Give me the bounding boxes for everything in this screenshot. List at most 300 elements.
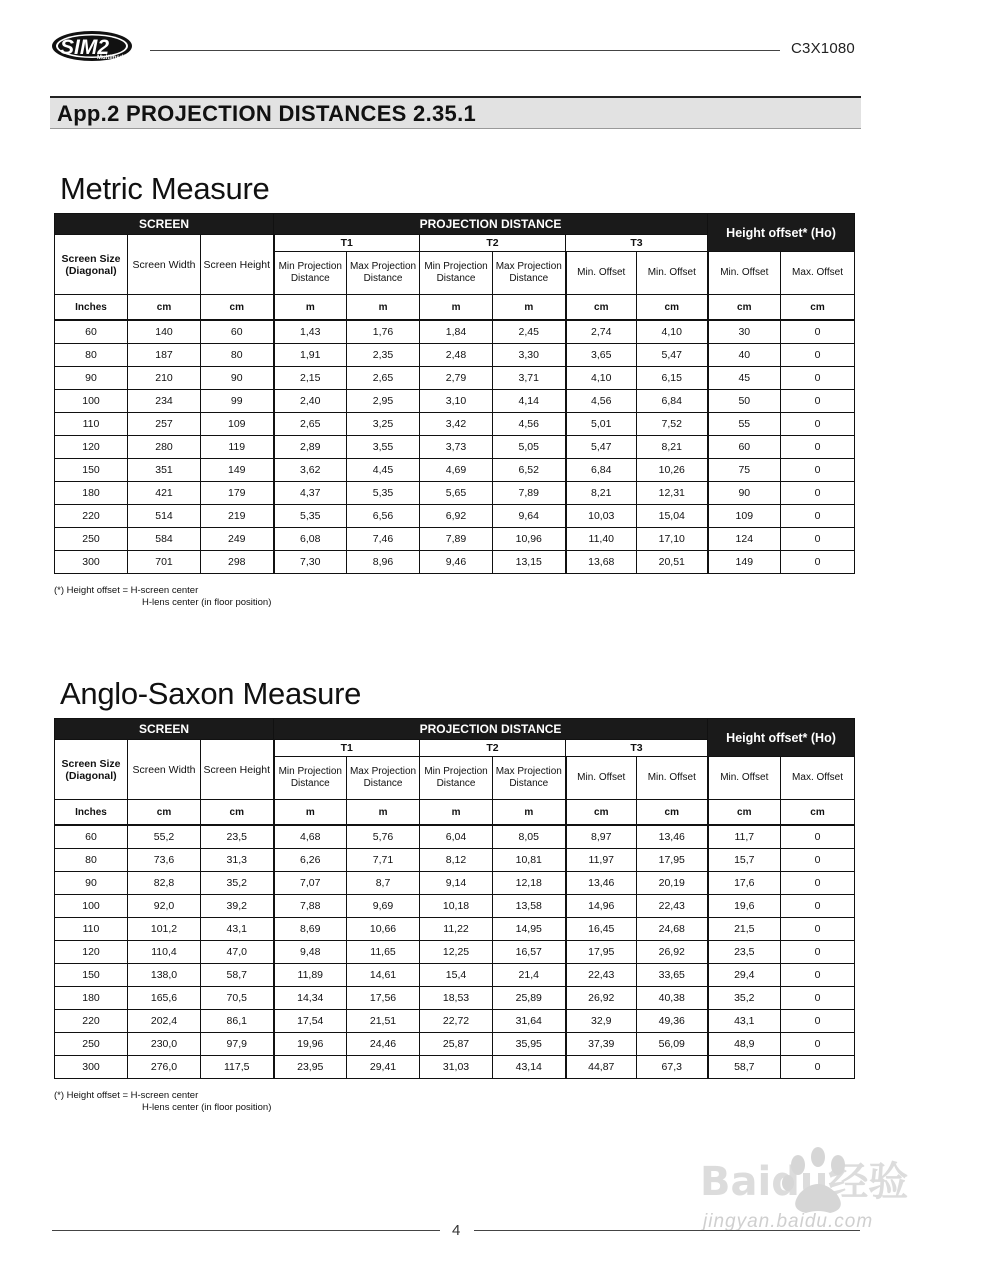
- unit-cell: cm: [637, 800, 708, 826]
- table-cell: 0: [781, 825, 855, 849]
- table-cell: 22,72: [420, 1010, 493, 1033]
- table-cell: 10,96: [493, 528, 566, 551]
- table-cell: 11,7: [708, 825, 781, 849]
- table-cell: 40,38: [637, 987, 708, 1010]
- table-cell: 11,40: [566, 528, 637, 551]
- table-cell: 0: [781, 987, 855, 1010]
- table-cell: 0: [781, 872, 855, 895]
- height-offset-header: Height offset* (Ho): [708, 719, 855, 757]
- table-cell: 0: [781, 482, 855, 505]
- table-cell: 12,31: [637, 482, 708, 505]
- table-cell: 4,14: [493, 390, 566, 413]
- table-cell: 13,15: [493, 551, 566, 574]
- t2-max-header: Max Projection Distance: [493, 757, 566, 800]
- unit-cell: m: [493, 295, 566, 321]
- table-cell: 35,2: [708, 987, 781, 1010]
- table-cell: 1,84: [420, 320, 493, 344]
- table-cell: 101,2: [128, 918, 201, 941]
- table-cell: 9,48: [274, 941, 347, 964]
- table-row: [55, 436, 855, 459]
- table-cell: 3,73: [420, 436, 493, 459]
- table-cell: 514: [128, 505, 201, 528]
- table-cell: 0: [781, 505, 855, 528]
- table-cell: 26,92: [637, 941, 708, 964]
- table-cell: 8,21: [637, 436, 708, 459]
- table-cell: 45: [708, 367, 781, 390]
- table-cell: 17,6: [708, 872, 781, 895]
- table-cell: 14,95: [493, 918, 566, 941]
- table-cell: 8,12: [420, 849, 493, 872]
- table-cell: 17,10: [637, 528, 708, 551]
- anglo-footnote-line2: H-lens center (in floor position): [142, 1102, 272, 1113]
- table-cell: 6,15: [637, 367, 708, 390]
- table-cell: 0: [781, 551, 855, 574]
- anglo-footnote-line1: (*) Height offset = H-screen center: [54, 1090, 199, 1101]
- table-cell: 58,7: [201, 964, 274, 987]
- table-cell: 165,6: [128, 987, 201, 1010]
- unit-cell: cm: [128, 295, 201, 321]
- unit-cell: Inches: [55, 295, 128, 321]
- table-cell: 6,26: [274, 849, 347, 872]
- table-row: [55, 528, 855, 551]
- table-cell: 3,65: [566, 344, 637, 367]
- table-cell: 12,18: [493, 872, 566, 895]
- table-row: [55, 918, 855, 941]
- model-label: C3X1080: [791, 40, 855, 57]
- t1-max-header: Max Projection Distance: [347, 252, 420, 295]
- table-cell: 12,25: [420, 941, 493, 964]
- table-cell: 86,1: [201, 1010, 274, 1033]
- table-row: [55, 344, 855, 367]
- table-cell: 43,1: [201, 918, 274, 941]
- unit-cell: cm: [128, 800, 201, 826]
- table-row: [55, 390, 855, 413]
- table-cell: 31,64: [493, 1010, 566, 1033]
- table-cell: 8,05: [493, 825, 566, 849]
- table-cell: 13,46: [637, 825, 708, 849]
- metric-footnote-line2: H-lens center (in floor position): [142, 597, 272, 608]
- ho-max-offset-header: Max. Offset: [781, 252, 855, 295]
- footer-rule-left: [52, 1230, 440, 1231]
- table-cell: 250: [55, 1033, 128, 1056]
- table-cell: 60: [55, 825, 128, 849]
- unit-cell: cm: [637, 295, 708, 321]
- unit-cell: cm: [201, 800, 274, 826]
- table-cell: 80: [55, 344, 128, 367]
- t1-header: T1: [274, 235, 420, 252]
- table-cell: 43,14: [493, 1056, 566, 1079]
- metric-table: [54, 213, 855, 574]
- table-cell: 276,0: [128, 1056, 201, 1079]
- unit-cell: m: [347, 800, 420, 826]
- anglo-table: [54, 718, 855, 1079]
- table-cell: 3,25: [347, 413, 420, 436]
- table-cell: 15,7: [708, 849, 781, 872]
- table-cell: 0: [781, 941, 855, 964]
- table-row: [55, 505, 855, 528]
- table-row: [55, 413, 855, 436]
- table-cell: 3,55: [347, 436, 420, 459]
- table-cell: 2,95: [347, 390, 420, 413]
- table-cell: 257: [128, 413, 201, 436]
- t3-max-offset-header: Min. Offset: [637, 757, 708, 800]
- table-cell: 6,08: [274, 528, 347, 551]
- table-cell: 138,0: [128, 964, 201, 987]
- screen-group-header: SCREEN: [55, 719, 274, 740]
- table-cell: 120: [55, 941, 128, 964]
- table-cell: 25,87: [420, 1033, 493, 1056]
- table-cell: 9,69: [347, 895, 420, 918]
- table-cell: 0: [781, 1010, 855, 1033]
- unit-cell: Inches: [55, 800, 128, 826]
- table-cell: 90: [55, 872, 128, 895]
- table-cell: 35,95: [493, 1033, 566, 1056]
- table-cell: 5,65: [420, 482, 493, 505]
- table-cell: 35,2: [201, 872, 274, 895]
- table-cell: 3,71: [493, 367, 566, 390]
- table-cell: 30: [708, 320, 781, 344]
- screen-width-header: Screen Width: [128, 235, 201, 295]
- t2-header: T2: [420, 235, 566, 252]
- screen-size-header: Screen Size (Diagonal): [55, 740, 128, 800]
- unit-cell: cm: [566, 295, 637, 321]
- table-cell: 0: [781, 918, 855, 941]
- unit-cell: m: [420, 295, 493, 321]
- table-cell: 180: [55, 987, 128, 1010]
- table-cell: 202,4: [128, 1010, 201, 1033]
- table-row: [55, 482, 855, 505]
- table-cell: 6,52: [493, 459, 566, 482]
- table-cell: 149: [201, 459, 274, 482]
- table-cell: 9,64: [493, 505, 566, 528]
- table-cell: 0: [781, 964, 855, 987]
- table-cell: 3,30: [493, 344, 566, 367]
- table-cell: 5,35: [347, 482, 420, 505]
- table-cell: 92,0: [128, 895, 201, 918]
- sim2-logo: [52, 27, 138, 63]
- table-row: [55, 1056, 855, 1079]
- table-cell: 4,69: [420, 459, 493, 482]
- table-cell: 5,05: [493, 436, 566, 459]
- anglo-footnote: [54, 1090, 271, 1114]
- table-cell: 10,18: [420, 895, 493, 918]
- height-offset-header: Height offset* (Ho): [708, 214, 855, 252]
- table-cell: 24,68: [637, 918, 708, 941]
- table-cell: 2,40: [274, 390, 347, 413]
- table-row: [55, 895, 855, 918]
- table-row: [55, 459, 855, 482]
- t3-min-offset-header: Min. Offset: [566, 757, 637, 800]
- table-cell: 4,68: [274, 825, 347, 849]
- table-cell: 220: [55, 505, 128, 528]
- table-row: [55, 825, 855, 849]
- table-cell: 250: [55, 528, 128, 551]
- table-cell: 3,10: [420, 390, 493, 413]
- table-cell: 55,2: [128, 825, 201, 849]
- table-cell: 75: [708, 459, 781, 482]
- table-cell: 110,4: [128, 941, 201, 964]
- table-cell: 0: [781, 459, 855, 482]
- unit-cell: m: [420, 800, 493, 826]
- table-cell: 5,35: [274, 505, 347, 528]
- table-row: [55, 849, 855, 872]
- table-cell: 8,96: [347, 551, 420, 574]
- t2-min-header: Min Projection Distance: [420, 252, 493, 295]
- table-cell: 47,0: [201, 941, 274, 964]
- unit-cell: m: [274, 295, 347, 321]
- table-cell: 4,10: [637, 320, 708, 344]
- baidu-watermark-text: Baidu经验: [700, 1159, 909, 1205]
- table-cell: 2,35: [347, 344, 420, 367]
- table-cell: 210: [128, 367, 201, 390]
- table-cell: 60: [708, 436, 781, 459]
- table-cell: 119: [201, 436, 274, 459]
- table-cell: 17,95: [566, 941, 637, 964]
- table-cell: 55: [708, 413, 781, 436]
- t3-min-offset-header: Min. Offset: [566, 252, 637, 295]
- t2-header: T2: [420, 740, 566, 757]
- table-cell: 249: [201, 528, 274, 551]
- table-cell: 0: [781, 1056, 855, 1079]
- table-cell: 110: [55, 413, 128, 436]
- table-cell: 0: [781, 344, 855, 367]
- table-row: [55, 551, 855, 574]
- unit-cell: cm: [781, 800, 855, 826]
- table-cell: 0: [781, 1033, 855, 1056]
- table-cell: 11,22: [420, 918, 493, 941]
- table-row: [55, 941, 855, 964]
- table-cell: 230,0: [128, 1033, 201, 1056]
- table-cell: 90: [55, 367, 128, 390]
- table-cell: 10,66: [347, 918, 420, 941]
- metric-table-body: [55, 295, 855, 574]
- screen-height-header: Screen Height: [201, 740, 274, 800]
- projection-distance-header: PROJECTION DISTANCE: [274, 719, 708, 740]
- table-cell: 6,04: [420, 825, 493, 849]
- section-title: App.2 PROJECTION DISTANCES 2.35.1: [57, 101, 477, 126]
- table-cell: 17,56: [347, 987, 420, 1010]
- screen-height-header: Screen Height: [201, 235, 274, 295]
- metric-footnote-line1: (*) Height offset = H-screen center: [54, 585, 199, 596]
- table-cell: 23,95: [274, 1056, 347, 1079]
- table-cell: 140: [128, 320, 201, 344]
- table-cell: 8,7: [347, 872, 420, 895]
- table-cell: 4,56: [493, 413, 566, 436]
- baidu-watermark-url: jingyan.baidu.com: [703, 1211, 874, 1232]
- unit-cell: m: [493, 800, 566, 826]
- table-cell: 1,76: [347, 320, 420, 344]
- table-cell: 701: [128, 551, 201, 574]
- table-cell: 24,46: [347, 1033, 420, 1056]
- table-cell: 150: [55, 964, 128, 987]
- t3-header: T3: [566, 740, 708, 757]
- table-cell: 1,43: [274, 320, 347, 344]
- table-cell: 2,74: [566, 320, 637, 344]
- table-cell: 17,54: [274, 1010, 347, 1033]
- table-cell: 80: [55, 849, 128, 872]
- table-cell: 300: [55, 551, 128, 574]
- table-cell: 82,8: [128, 872, 201, 895]
- table-cell: 7,89: [420, 528, 493, 551]
- table-cell: 120: [55, 436, 128, 459]
- table-cell: 4,10: [566, 367, 637, 390]
- table-cell: 22,43: [566, 964, 637, 987]
- unit-cell: m: [347, 295, 420, 321]
- table-cell: 31,03: [420, 1056, 493, 1079]
- table-cell: 33,65: [637, 964, 708, 987]
- table-cell: 97,9: [201, 1033, 274, 1056]
- table-cell: 109: [708, 505, 781, 528]
- table-cell: 117,5: [201, 1056, 274, 1079]
- table-cell: 298: [201, 551, 274, 574]
- table-cell: 10,81: [493, 849, 566, 872]
- table-cell: 6,56: [347, 505, 420, 528]
- table-cell: 149: [708, 551, 781, 574]
- footer-rule-right: [474, 1230, 860, 1231]
- table-cell: 180: [55, 482, 128, 505]
- table-cell: 80: [201, 344, 274, 367]
- unit-cell: cm: [708, 800, 781, 826]
- t3-max-offset-header: Min. Offset: [637, 252, 708, 295]
- table-cell: 7,30: [274, 551, 347, 574]
- table-cell: 100: [55, 895, 128, 918]
- table-cell: 39,2: [201, 895, 274, 918]
- anglo-title: Anglo-Saxon Measure: [60, 676, 362, 711]
- units-row: [55, 295, 855, 321]
- table-cell: 2,89: [274, 436, 347, 459]
- unit-cell: cm: [566, 800, 637, 826]
- table-cell: 11,97: [566, 849, 637, 872]
- table-row: [55, 872, 855, 895]
- table-cell: 150: [55, 459, 128, 482]
- table-row: [55, 1010, 855, 1033]
- table-cell: 0: [781, 413, 855, 436]
- table-cell: 6,84: [637, 390, 708, 413]
- table-cell: 220: [55, 1010, 128, 1033]
- header-rule: [150, 50, 780, 51]
- table-cell: 5,47: [637, 344, 708, 367]
- table-cell: 19,6: [708, 895, 781, 918]
- table-cell: 6,92: [420, 505, 493, 528]
- table-cell: 15,4: [420, 964, 493, 987]
- table-cell: 0: [781, 895, 855, 918]
- table-cell: 14,96: [566, 895, 637, 918]
- table-cell: 13,46: [566, 872, 637, 895]
- table-cell: 20,51: [637, 551, 708, 574]
- table-cell: 187: [128, 344, 201, 367]
- table-cell: 13,68: [566, 551, 637, 574]
- table-cell: 8,69: [274, 918, 347, 941]
- ho-max-offset-header: Max. Offset: [781, 757, 855, 800]
- t1-min-header: Min Projection Distance: [274, 252, 347, 295]
- table-cell: 0: [781, 390, 855, 413]
- table-cell: 26,92: [566, 987, 637, 1010]
- table-cell: 100: [55, 390, 128, 413]
- t2-max-header: Max Projection Distance: [493, 252, 566, 295]
- table-cell: 9,14: [420, 872, 493, 895]
- table-cell: 5,47: [566, 436, 637, 459]
- page-number: 4: [452, 1222, 461, 1239]
- table-cell: 90: [708, 482, 781, 505]
- table-cell: 90: [201, 367, 274, 390]
- table-cell: 3,62: [274, 459, 347, 482]
- table-cell: 351: [128, 459, 201, 482]
- table-cell: 22,43: [637, 895, 708, 918]
- table-cell: 2,65: [347, 367, 420, 390]
- table-cell: 17,95: [637, 849, 708, 872]
- table-cell: 56,09: [637, 1033, 708, 1056]
- table-cell: 2,48: [420, 344, 493, 367]
- table-cell: 14,61: [347, 964, 420, 987]
- section-banner: [50, 96, 861, 129]
- table-cell: 8,21: [566, 482, 637, 505]
- table-cell: 43,1: [708, 1010, 781, 1033]
- table-cell: 2,79: [420, 367, 493, 390]
- table-cell: 18,53: [420, 987, 493, 1010]
- table-cell: 8,97: [566, 825, 637, 849]
- table-cell: 21,51: [347, 1010, 420, 1033]
- table-cell: 15,04: [637, 505, 708, 528]
- table-cell: 23,5: [708, 941, 781, 964]
- table-cell: 25,89: [493, 987, 566, 1010]
- unit-cell: cm: [201, 295, 274, 321]
- table-cell: 219: [201, 505, 274, 528]
- t1-min-header: Min Projection Distance: [274, 757, 347, 800]
- sim2-logo-subtext: Multimedia: [97, 55, 129, 61]
- screen-width-header: Screen Width: [128, 740, 201, 800]
- table-cell: 7,88: [274, 895, 347, 918]
- table-row: [55, 320, 855, 344]
- table-cell: 20,19: [637, 872, 708, 895]
- unit-cell: cm: [781, 295, 855, 321]
- unit-cell: cm: [708, 295, 781, 321]
- table-cell: 124: [708, 528, 781, 551]
- table-cell: 584: [128, 528, 201, 551]
- table-cell: 234: [128, 390, 201, 413]
- table-row: [55, 987, 855, 1010]
- table-cell: 1,91: [274, 344, 347, 367]
- table-cell: 29,4: [708, 964, 781, 987]
- units-row: [55, 800, 855, 826]
- table-cell: 23,5: [201, 825, 274, 849]
- table-cell: 60: [201, 320, 274, 344]
- table-cell: 2,15: [274, 367, 347, 390]
- table-cell: 48,9: [708, 1033, 781, 1056]
- table-cell: 73,6: [128, 849, 201, 872]
- table-row: [55, 367, 855, 390]
- table-cell: 13,58: [493, 895, 566, 918]
- table-cell: 29,41: [347, 1056, 420, 1079]
- table-cell: 4,37: [274, 482, 347, 505]
- table-cell: 21,4: [493, 964, 566, 987]
- anglo-table-body: [55, 800, 855, 1079]
- table-cell: 4,45: [347, 459, 420, 482]
- screen-size-header: Screen Size (Diagonal): [55, 235, 128, 295]
- table-cell: 0: [781, 320, 855, 344]
- table-cell: 4,56: [566, 390, 637, 413]
- table-row: [55, 964, 855, 987]
- table-cell: 179: [201, 482, 274, 505]
- table-cell: 10,26: [637, 459, 708, 482]
- table-cell: 14,34: [274, 987, 347, 1010]
- table-cell: 2,65: [274, 413, 347, 436]
- t3-header: T3: [566, 235, 708, 252]
- table-cell: 7,07: [274, 872, 347, 895]
- table-cell: 110: [55, 918, 128, 941]
- table-cell: 7,89: [493, 482, 566, 505]
- table-cell: 99: [201, 390, 274, 413]
- table-cell: 50: [708, 390, 781, 413]
